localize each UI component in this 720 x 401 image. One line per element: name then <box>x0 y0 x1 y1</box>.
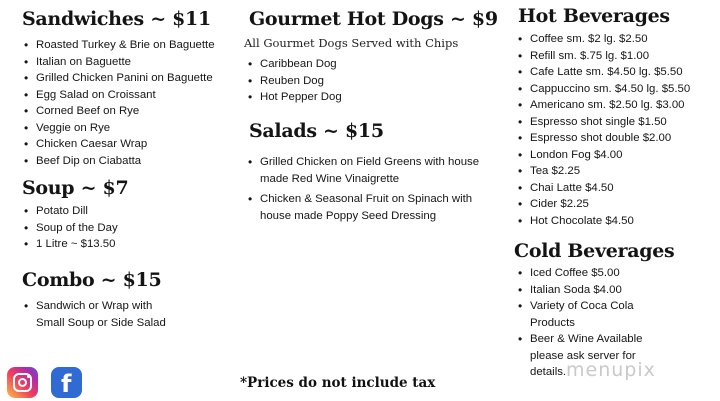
list-item: • Hot Chocolate $4.50 <box>516 213 690 230</box>
sandwiches-heading: Sandwiches ~ $11 <box>22 8 211 30</box>
hot-dogs-heading: Gourmet Hot Dogs ~ $9 <box>249 8 498 30</box>
list-item: • Refill sm. $.75 lg. $1.00 <box>516 48 690 65</box>
camera-lens-icon <box>18 378 27 387</box>
list-item: • Hot Pepper Dog <box>246 89 342 106</box>
combo-heading: Combo ~ $15 <box>22 269 162 291</box>
list-item: • Veggie on Rye <box>22 120 215 137</box>
camera-flash-icon <box>27 375 30 378</box>
list-item: • Grilled Chicken Panini on Baguette <box>22 70 215 87</box>
facebook-icon[interactable] <box>51 367 82 398</box>
list-item: • Chicken Caesar Wrap <box>22 136 215 153</box>
list-item: • Cafe Latte sm. $4.50 lg. $5.50 <box>516 64 690 81</box>
list-item: • Tea $2.25 <box>516 163 690 180</box>
watermark: menupix <box>566 359 656 381</box>
hot-beverages-list <box>516 31 690 229</box>
list-item: • Caribbean Dog <box>246 56 342 73</box>
combo-list <box>22 298 172 331</box>
list-item: • Egg Salad on Croissant <box>22 87 215 104</box>
tax-footnote: *Prices do not include tax <box>240 375 436 391</box>
soup-list <box>22 203 118 253</box>
list-item: • Chai Latte $4.50 <box>516 180 690 197</box>
list-item: • Cider $2.25 <box>516 196 690 213</box>
list-item: • Espresso shot double $2.00 <box>516 130 690 147</box>
soup-heading: Soup ~ $7 <box>22 177 129 199</box>
list-item: • Variety of Coca Cola Products <box>516 298 666 331</box>
list-item: • Italian on Baguette <box>22 54 215 71</box>
cold-beverages-heading: Cold Beverages <box>514 240 675 262</box>
list-item: • Reuben Dog <box>246 73 342 90</box>
list-item: • Roasted Turkey & Brie on Baguette <box>22 37 215 54</box>
list-item: • Americano sm. $2.50 lg. $3.00 <box>516 97 690 114</box>
list-item: • Chicken & Seasonal Fruit on Spinach with house made Poppy Seed Dressing <box>246 191 498 224</box>
sandwiches-list <box>22 37 215 169</box>
list-item: • 1 Litre ~ $13.50 <box>22 236 118 253</box>
list-item: • Italian Soda $4.00 <box>516 282 666 299</box>
hot-dogs-list <box>246 56 342 106</box>
list-item: • Beef Dip on Ciabatta <box>22 153 215 170</box>
list-item: • Potato Dill <box>22 203 118 220</box>
list-item: • Soup of the Day <box>22 220 118 237</box>
list-item: • Espresso shot single $1.50 <box>516 114 690 131</box>
list-item: • Coffee sm. $2 lg. $2.50 <box>516 31 690 48</box>
list-item: • Iced Coffee $5.00 <box>516 265 666 282</box>
hot-dogs-subheading: All Gourmet Dogs Served with Chips <box>244 36 459 50</box>
list-item: • Cappuccino sm. $4.50 lg. $5.50 <box>516 81 690 98</box>
salads-heading: Salads ~ $15 <box>249 120 384 142</box>
hot-beverages-heading: Hot Beverages <box>518 5 670 27</box>
salads-list <box>246 154 498 224</box>
list-item: • Corned Beef on Rye <box>22 103 215 120</box>
list-item: • Sandwich or Wrap with Small Soup or Side Salad <box>22 298 172 331</box>
facebook-glyph: f <box>61 370 72 398</box>
list-item: • Grilled Chicken on Field Greens with house made Red Wine Vinaigrette <box>246 154 498 187</box>
list-item: • London Fog $4.00 <box>516 147 690 164</box>
list-item: • Beer & Wine Available please ask server for details. <box>516 331 666 381</box>
instagram-icon[interactable] <box>7 367 38 398</box>
